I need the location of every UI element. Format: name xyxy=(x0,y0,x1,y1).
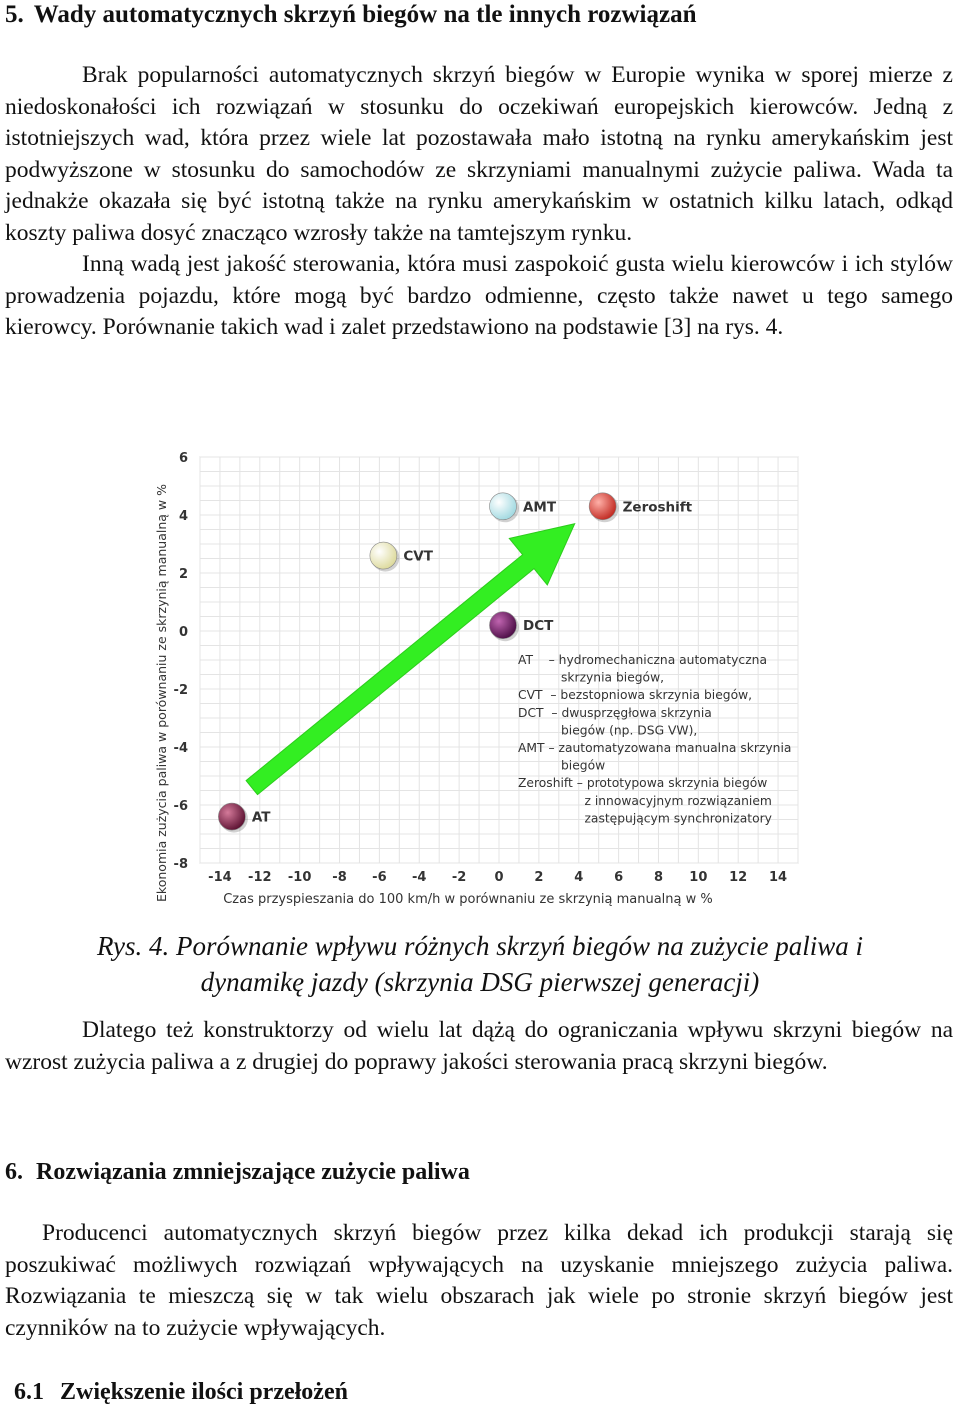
comparison-chart xyxy=(150,445,810,915)
x-tick-label: 10 xyxy=(689,870,708,885)
section-6-text xyxy=(5,1218,953,1344)
data-point xyxy=(489,493,516,520)
figure-caption-line-1 xyxy=(0,928,960,964)
legend-line: DCT – dwusprzęgłowa skrzynia xyxy=(518,705,712,720)
intro-text xyxy=(5,60,953,344)
section-title: Zwiększenie ilości przełożeń xyxy=(60,1379,348,1405)
y-tick-label: -8 xyxy=(173,857,188,872)
legend-line: biegów (np. DSG VW), xyxy=(518,723,698,738)
y-tick-label: 2 xyxy=(178,567,188,582)
x-tick-label: -12 xyxy=(248,870,272,885)
figure-caption-line-2 xyxy=(0,964,960,1000)
legend-line: skrzynia biegów, xyxy=(518,670,665,685)
y-tick-label: 6 xyxy=(178,451,188,466)
section-number: 6. xyxy=(5,1159,23,1185)
x-tick-label: -6 xyxy=(372,870,387,885)
point-label: Zeroshift xyxy=(622,499,693,516)
section-number: 5. xyxy=(5,1,24,28)
y-tick-label: 0 xyxy=(178,625,188,640)
x-tick-label: 4 xyxy=(574,870,584,885)
figure-4 xyxy=(150,445,810,915)
legend-line: AT – hydromechaniczna automatyczna xyxy=(518,653,767,667)
data-point xyxy=(489,612,516,639)
paragraph: Producenci automatycznych skrzyń biegów przez kilka dekad ich produkcji starają się poszukiwać możliwych rozwiązań wpływających na uzyskanie mniejszego zużycia paliwa. Rozwiązania te mieszczą się w tak wielu obszarach jak wiele po stronie skrzyń biegów jest czynników na to zużycie wpływających. xyxy=(5,1220,953,1341)
point-label: CVT xyxy=(403,548,433,565)
point-label: AT xyxy=(251,809,271,826)
point-label: DCT xyxy=(522,618,554,635)
legend-line: zastępującym synchronizatory xyxy=(518,811,772,826)
y-tick-label: -6 xyxy=(173,799,188,814)
legend-line: Zeroshift – prototypowa skrzynia biegów xyxy=(518,776,768,791)
section-title: Wady automatycznych skrzyń biegów na tle innych rozwiązań xyxy=(33,1,697,28)
legend-line: AMT – zautomatyzowana manualna skrzynia xyxy=(518,741,792,755)
section-number: 6.1 xyxy=(14,1379,44,1405)
legend-line: biegów xyxy=(518,758,606,773)
data-point xyxy=(589,493,616,520)
x-tick-label: 6 xyxy=(614,870,624,885)
paragraph: Dlatego też konstruktorzy od wielu lat dążą do ograniczania wpływu skrzyni biegów na wzrost zużycia paliwa a z drugiej do poprawy jakości sterowania pracą skrzyni biegów. xyxy=(5,1017,953,1075)
x-tick-label: -8 xyxy=(332,870,347,885)
caption-text: Rys. 4. Porównanie wpływu różnych skrzyń biegów na zużycie paliwa i xyxy=(97,931,863,961)
legend-line: CVT – bezstopniowa skrzynia biegów, xyxy=(518,688,753,703)
legend-line: z innowacyjnym rozwiązaniem xyxy=(518,793,772,808)
point-label: AMT xyxy=(522,499,557,516)
x-tick-label: -4 xyxy=(412,870,427,885)
x-tick-label: 0 xyxy=(494,870,504,885)
x-axis-label: Czas przyspieszania do 100 km/h w porównaniu ze skrzynią manualną w % xyxy=(223,892,713,907)
x-tick-label: 2 xyxy=(534,870,544,885)
y-axis-label: Ekonomia zużycia paliwa w porównaniu ze skrzynią manualną w % xyxy=(154,484,169,902)
x-tick-label: 12 xyxy=(729,870,748,885)
x-tick-label: -10 xyxy=(287,870,312,885)
x-tick-label: -2 xyxy=(451,870,467,885)
section-6-heading xyxy=(5,1157,470,1187)
paragraph: Brak popularności automatycznych skrzyń biegów w Europie wynika w sporej mierze z niedoskonałości ich rozwiązań w stosunku do oczekiwań europejskich kierowców. Jedną z istotniejszych wad, która przez wiele lat pozostawała mało istotną na rynku amerykańskim jest podwyższone w stosunku do samochodów ze skrzyniami manualnymi zużycie paliwa. Wada ta jednakże okazała się być istotną także na rynku amerykańskim w ostatnich kilku latach, odkąd koszty paliwa dosyć znacząco wzrosły także na tamtejszym rynku. xyxy=(5,62,953,246)
y-tick-label: 4 xyxy=(178,509,188,524)
x-tick-label: 14 xyxy=(769,870,788,885)
section-title: Rozwiązania zmniejszające zużycie paliwa xyxy=(36,1159,470,1185)
y-tick-label: -2 xyxy=(173,683,188,698)
paragraph: Inną wadą jest jakość sterowania, która musi zaspokoić gusta wielu kierowców i ich stylów prowadzenia pojazdu, które mogą być bardzo odmienne, często także nawet u tego samego kierowcy. Porównanie takich wad i zalet przedstawiono na podstawie [3] na rys. 4. xyxy=(5,251,953,340)
data-point xyxy=(218,803,245,830)
x-tick-label: 8 xyxy=(653,870,663,885)
section-5-heading xyxy=(5,0,697,30)
after-figure-text xyxy=(5,1015,953,1078)
y-tick-label: -4 xyxy=(173,741,188,756)
data-point xyxy=(370,542,397,569)
section-6-1-heading xyxy=(14,1377,348,1407)
caption-text: dynamikę jazdy (skrzynia DSG pierwszej generacji) xyxy=(200,967,760,997)
x-tick-label: -14 xyxy=(208,870,232,885)
